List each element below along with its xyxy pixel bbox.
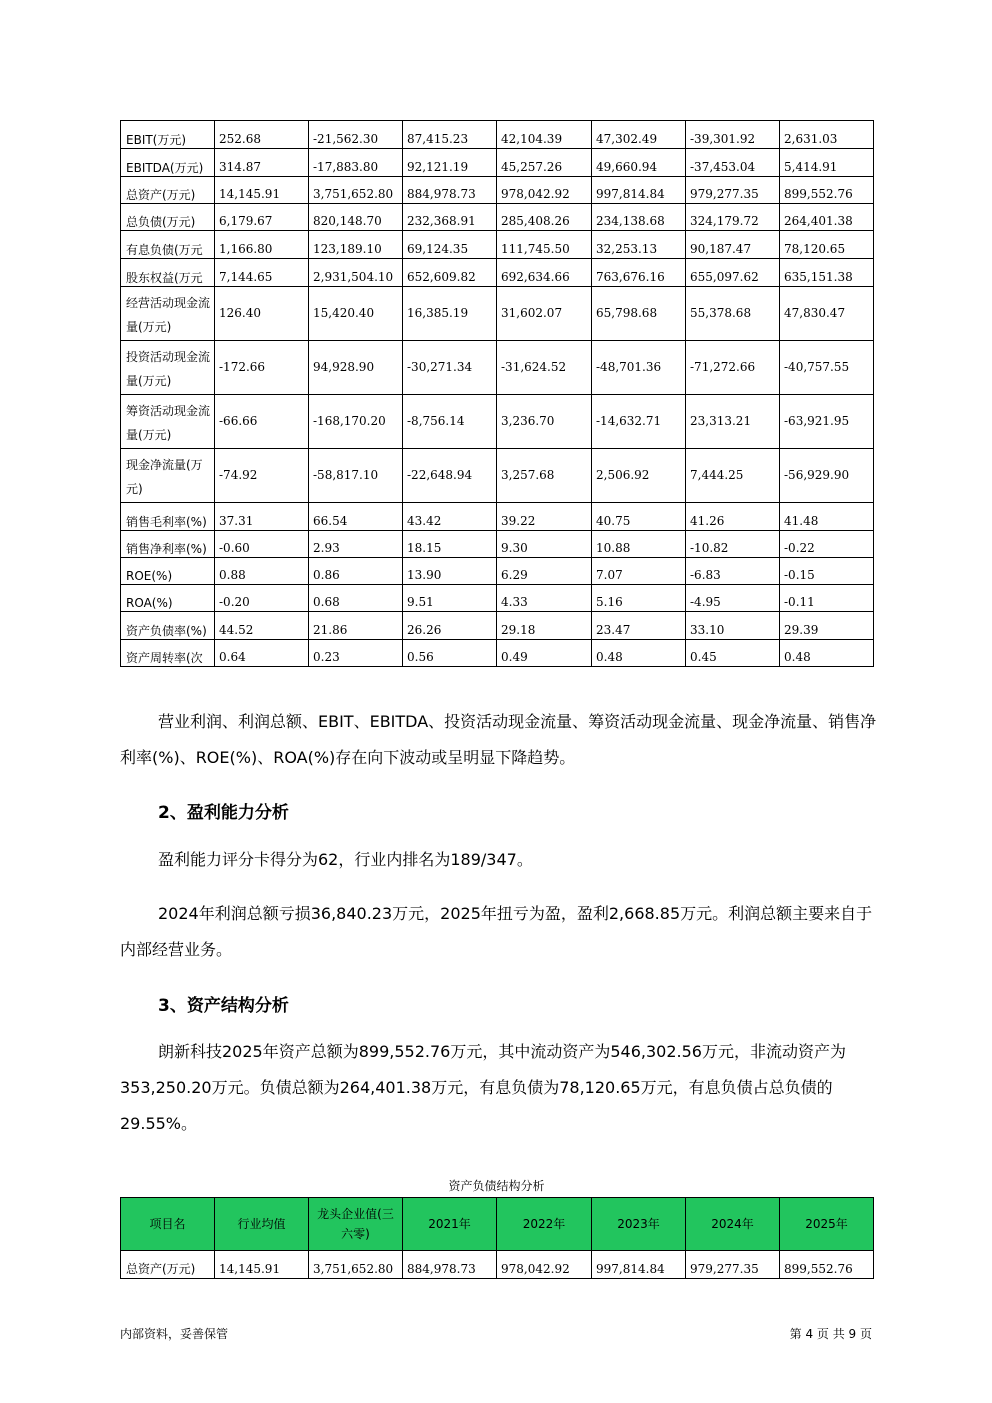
table-cell: -63,921.95 [780, 395, 874, 449]
row-label: 筹资活动现金流量(万元) [121, 395, 215, 449]
table-cell: 39.22 [497, 503, 592, 531]
table-cell: 232,368.91 [403, 204, 497, 231]
table-cell: -10.82 [686, 531, 780, 558]
table-cell: 884,978.73 [403, 177, 497, 204]
table-cell: 42,104.39 [497, 121, 592, 149]
table-cell: -168,170.20 [309, 395, 403, 449]
table-cell: 29.18 [497, 612, 592, 640]
table-cell: 29.39 [780, 612, 874, 640]
table-cell: -74.92 [215, 449, 309, 503]
row-label: ROA(%) [121, 585, 215, 612]
table-cell: 978,042.92 [497, 1251, 592, 1279]
table-cell: -31,624.52 [497, 341, 592, 395]
row-label: 销售毛利率(%) [121, 503, 215, 531]
table-cell: 10.88 [592, 531, 686, 558]
table-cell: 7.07 [592, 558, 686, 585]
table-cell: 655,097.62 [686, 259, 780, 287]
table-row [121, 121, 874, 149]
table-cell: 26.26 [403, 612, 497, 640]
table-cell: 3,257.68 [497, 449, 592, 503]
table-cell: 16,385.19 [403, 287, 497, 341]
table-row [121, 395, 874, 449]
header-cell: 2025年 [780, 1198, 874, 1251]
table-row [121, 612, 874, 640]
table-cell: 49,660.94 [592, 149, 686, 177]
table-cell: -71,272.66 [686, 341, 780, 395]
table-cell: 2.93 [309, 531, 403, 558]
table-cell: 264,401.38 [780, 204, 874, 231]
table-row [121, 259, 874, 287]
table-cell: 18.15 [403, 531, 497, 558]
table-cell: -6.83 [686, 558, 780, 585]
table-row [121, 287, 874, 341]
table-cell: 6.29 [497, 558, 592, 585]
table-cell: 55,378.68 [686, 287, 780, 341]
table-cell: 324,179.72 [686, 204, 780, 231]
table-row [121, 1251, 874, 1279]
table-row [121, 231, 874, 259]
table-cell: 14,145.91 [215, 1251, 309, 1279]
row-label: 资产负债率(%) [121, 612, 215, 640]
row-label: 资产周转率(次 [121, 640, 215, 667]
table-cell: 45,257.26 [497, 149, 592, 177]
table-cell: -22,648.94 [403, 449, 497, 503]
table-row [121, 177, 874, 204]
table-cell: 2,931,504.10 [309, 259, 403, 287]
table-cell: 69,124.35 [403, 231, 497, 259]
table-cell: -66.66 [215, 395, 309, 449]
table-cell: -17,883.80 [309, 149, 403, 177]
row-label: 销售净利率(%) [121, 531, 215, 558]
table-cell: 90,187.47 [686, 231, 780, 259]
table-cell: 0.86 [309, 558, 403, 585]
table-cell: 37.31 [215, 503, 309, 531]
header-cell: 2024年 [686, 1198, 780, 1251]
balance-structure-table [120, 1197, 874, 1279]
table-cell: 47,302.49 [592, 121, 686, 149]
header-cell: 2022年 [497, 1198, 592, 1251]
table-cell: 0.48 [592, 640, 686, 667]
table-cell: -21,562.30 [309, 121, 403, 149]
table-cell: 13.90 [403, 558, 497, 585]
row-label: 总负债(万元) [121, 204, 215, 231]
table-cell: 33.10 [686, 612, 780, 640]
table-cell: 65,798.68 [592, 287, 686, 341]
table-cell: 820,148.70 [309, 204, 403, 231]
table-cell: 41.48 [780, 503, 874, 531]
table-cell: 0.45 [686, 640, 780, 667]
table-cell: 884,978.73 [403, 1251, 497, 1279]
table-cell: 978,042.92 [497, 177, 592, 204]
table-cell: -58,817.10 [309, 449, 403, 503]
table-cell: 0.88 [215, 558, 309, 585]
header-cell: 2021年 [403, 1198, 497, 1251]
table-row [121, 149, 874, 177]
table-cell: 0.68 [309, 585, 403, 612]
table-cell: 23.47 [592, 612, 686, 640]
table-cell: -56,929.90 [780, 449, 874, 503]
table-cell: 3,751,652.80 [309, 177, 403, 204]
table-row [121, 204, 874, 231]
table-cell: 763,676.16 [592, 259, 686, 287]
table-cell: 692,634.66 [497, 259, 592, 287]
table-cell: 635,151.38 [780, 259, 874, 287]
table-cell: 15,420.40 [309, 287, 403, 341]
footer-page-number: 第 4 页 共 9 页 [789, 1327, 872, 1341]
table-row [121, 503, 874, 531]
table-cell: 40.75 [592, 503, 686, 531]
table-cell: 899,552.76 [780, 177, 874, 204]
table-cell: 23,313.21 [686, 395, 780, 449]
table-cell: 43.42 [403, 503, 497, 531]
table-cell: 314.87 [215, 149, 309, 177]
table-cell: 14,145.91 [215, 177, 309, 204]
trend-paragraph: 营业利润、利润总额、EBIT、EBITDA、投资活动现金流量、筹资活动现金流量、现金净流量、销售净利率(%)、ROE(%)、ROA(%)存在向下波动或呈明显下降趋势。 [120, 712, 877, 767]
table-cell: -37,453.04 [686, 149, 780, 177]
table-cell: 2,631.03 [780, 121, 874, 149]
table-cell: 7,144.65 [215, 259, 309, 287]
table-cell: 47,830.47 [780, 287, 874, 341]
table-cell: 0.23 [309, 640, 403, 667]
table-cell: 0.48 [780, 640, 874, 667]
table-cell: 9.51 [403, 585, 497, 612]
table-cell: -4.95 [686, 585, 780, 612]
table-cell: 66.54 [309, 503, 403, 531]
table-cell: 32,253.13 [592, 231, 686, 259]
row-label: 有息负债(万元 [121, 231, 215, 259]
table-cell: 21.86 [309, 612, 403, 640]
table-cell: 5,414.91 [780, 149, 874, 177]
table-cell: 4.33 [497, 585, 592, 612]
header-cell: 2023年 [592, 1198, 686, 1251]
table-cell: 111,745.50 [497, 231, 592, 259]
table-cell: -0.22 [780, 531, 874, 558]
table-cell: 9.30 [497, 531, 592, 558]
table-cell: 285,408.26 [497, 204, 592, 231]
table-cell: -0.11 [780, 585, 874, 612]
row-label: 股东权益(万元 [121, 259, 215, 287]
table-cell: -0.60 [215, 531, 309, 558]
row-label: 投资活动现金流量(万元) [121, 341, 215, 395]
table-cell: 7,444.25 [686, 449, 780, 503]
table-cell: 44.52 [215, 612, 309, 640]
section-heading-asset-structure: 3、资产结构分析 [158, 996, 289, 1016]
table-cell: 997,814.84 [592, 177, 686, 204]
table-header-row [121, 1198, 874, 1251]
table-cell: 5.16 [592, 585, 686, 612]
table-cell: -40,757.55 [780, 341, 874, 395]
table-cell: 78,120.65 [780, 231, 874, 259]
table-cell: 979,277.35 [686, 1251, 780, 1279]
table-caption: 资产负债结构分析 [448, 1179, 545, 1193]
score-paragraph: 盈利能力评分卡得分为62，行业内排名为189/347。 [158, 850, 533, 869]
table-cell: 31,602.07 [497, 287, 592, 341]
table-cell: -30,271.34 [403, 341, 497, 395]
table-cell: -48,701.36 [592, 341, 686, 395]
header-cell: 行业均值 [215, 1198, 309, 1251]
table-cell: 2,506.92 [592, 449, 686, 503]
table-cell: 899,552.76 [780, 1251, 874, 1279]
row-label: 总资产(万元) [121, 1251, 215, 1279]
row-label: EBITDA(万元) [121, 149, 215, 177]
table-cell: 3,236.70 [497, 395, 592, 449]
row-label: 总资产(万元) [121, 177, 215, 204]
table-cell: 234,138.68 [592, 204, 686, 231]
table-cell: 252.68 [215, 121, 309, 149]
table-cell: -14,632.71 [592, 395, 686, 449]
table-cell: 6,179.67 [215, 204, 309, 231]
footer-confidential-note: 内部资料，妥善保管 [120, 1327, 229, 1341]
table-cell: 3,751,652.80 [309, 1251, 403, 1279]
table-cell: 92,121.19 [403, 149, 497, 177]
table-cell: 94,928.90 [309, 341, 403, 395]
table-cell: 41.26 [686, 503, 780, 531]
table-cell: 1,166.80 [215, 231, 309, 259]
row-label: EBIT(万元) [121, 121, 215, 149]
table-cell: -8,756.14 [403, 395, 497, 449]
table-cell: 126.40 [215, 287, 309, 341]
table-row [121, 341, 874, 395]
table-cell: 0.64 [215, 640, 309, 667]
table-cell: 0.49 [497, 640, 592, 667]
table-cell: 123,189.10 [309, 231, 403, 259]
table-cell: 87,415.23 [403, 121, 497, 149]
table-cell: 0.56 [403, 640, 497, 667]
section-heading-profitability: 2、盈利能力分析 [158, 803, 289, 823]
table-row [121, 531, 874, 558]
row-label: 现金净流量(万元) [121, 449, 215, 503]
table-row [121, 449, 874, 503]
asset-paragraph: 朗新科技2025年资产总额为899,552.76万元，其中流动资产为546,302.56万元，非流动资产为353,250.20万元。负债总额为264,401.38万元，有息负债为78,120.65万元，有息负债占总负债的29.55%。 [120, 1042, 846, 1133]
header-cell: 龙头企业值(三六零) [309, 1198, 403, 1251]
row-label: ROE(%) [121, 558, 215, 585]
financial-indicators-table [120, 120, 874, 667]
table-cell: -39,301.92 [686, 121, 780, 149]
table-row [121, 640, 874, 667]
table-row [121, 585, 874, 612]
table-cell: -172.66 [215, 341, 309, 395]
header-cell: 项目名 [121, 1198, 215, 1251]
table-cell: 979,277.35 [686, 177, 780, 204]
row-label: 经营活动现金流量(万元) [121, 287, 215, 341]
profit-paragraph: 2024年利润总额亏损36,840.23万元，2025年扭亏为盈，盈利2,668.85万元。利润总额主要来自于内部经营业务。 [120, 904, 873, 959]
table-cell: 997,814.84 [592, 1251, 686, 1279]
table-cell: -0.20 [215, 585, 309, 612]
table-cell: -0.15 [780, 558, 874, 585]
table-cell: 652,609.82 [403, 259, 497, 287]
table-row [121, 558, 874, 585]
